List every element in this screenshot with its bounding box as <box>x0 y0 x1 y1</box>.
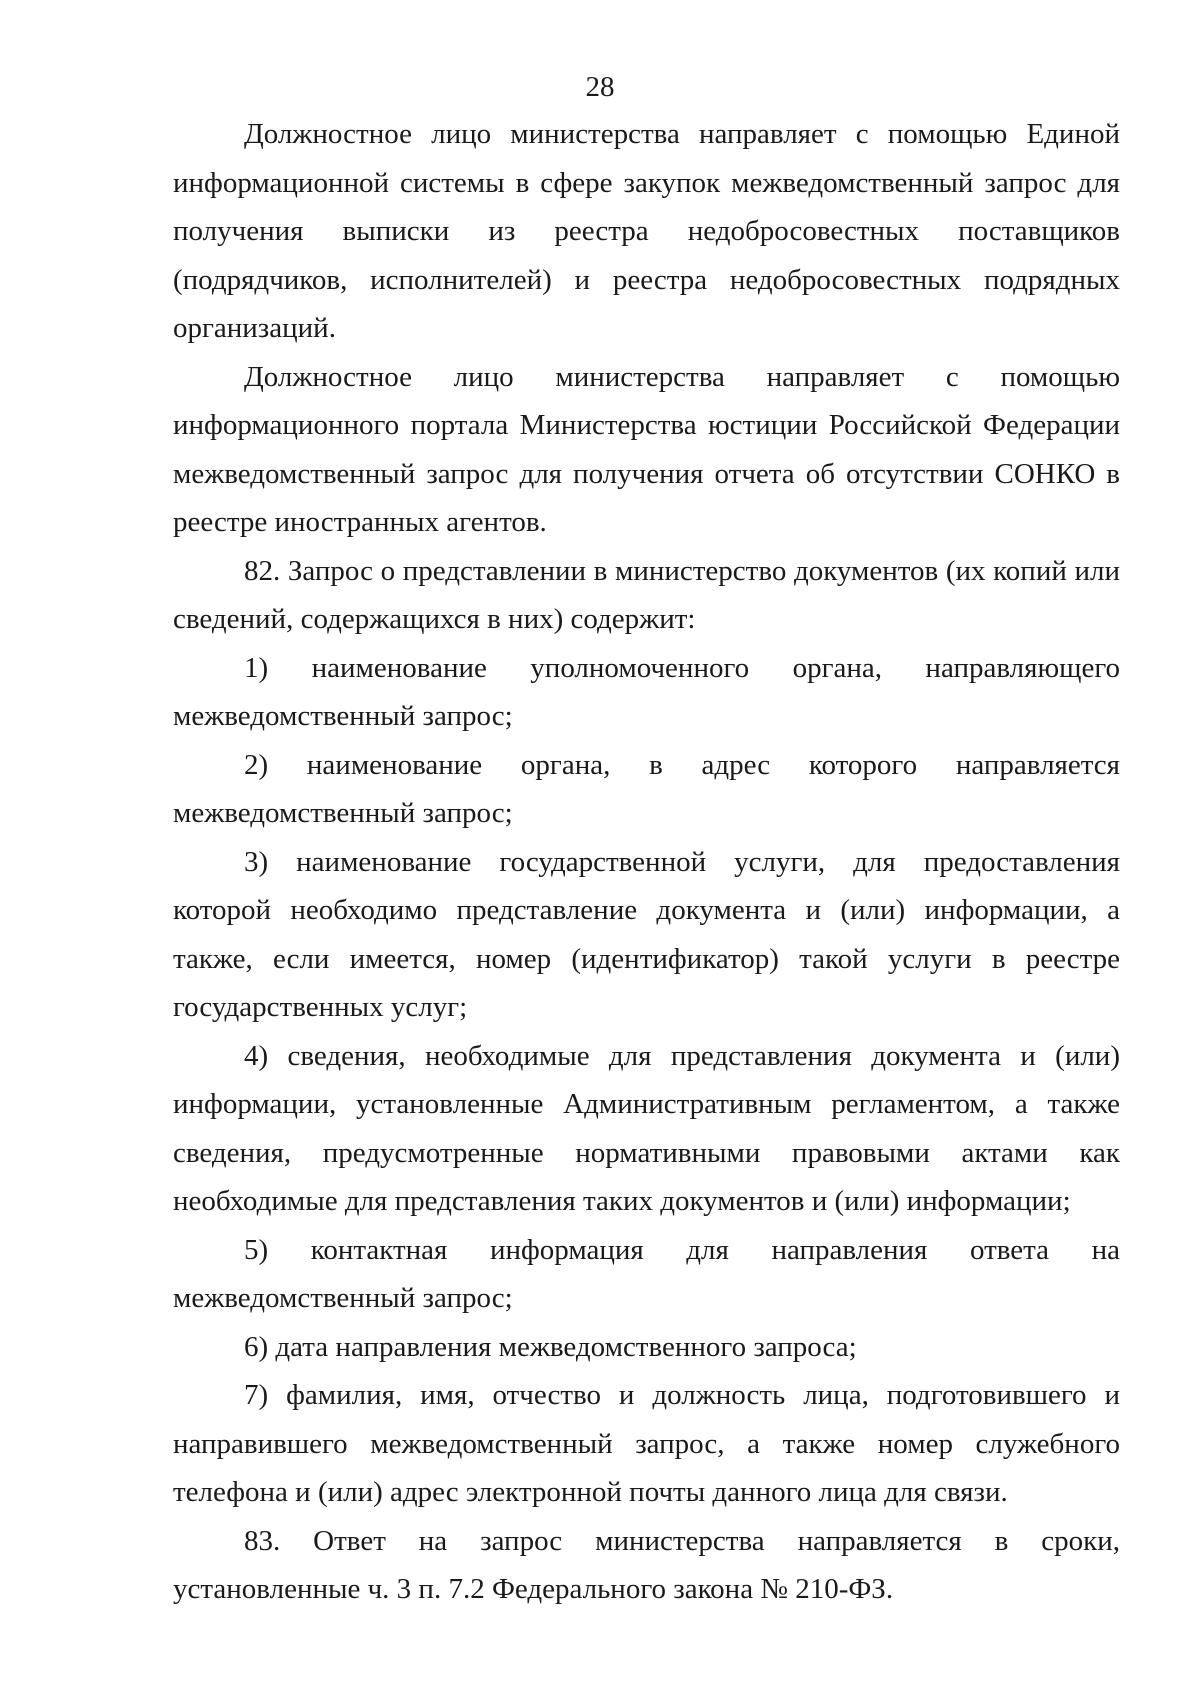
list-item-3: 3) наименование государственной услуги, для предоставления которой необходимо представление документа и (или) информации, а также, если имеется, номер (идентификатор) такой услуги в реестре государственных услуг; <box>173 845 1120 1023</box>
page-number: 28 <box>585 71 615 103</box>
paragraph-minjust-request: Должностное лицо министерства направляет с помощью информационного портала Министерства юстиции Российской Федерации межведомственный запрос для получения отчета об отсутствии СОНКО в реестре иностранных агентов. <box>173 360 1120 538</box>
list-item-5: 5) контактная информация для направления ответа на межведомственный запрос; <box>173 1233 1120 1314</box>
list-item-6: 6) дата направления межведомственного запроса; <box>244 1330 857 1363</box>
list-item-2: 2) наименование органа, в адрес которого направляется межведомственный запрос; <box>173 748 1120 829</box>
paragraph-eis-request: Должностное лицо министерства направляет с помощью Единой информационной системы в сфере закупок межведомственный запрос для получения выписки из реестра недобросовестных поставщиков (подрядчиков, исполнителей) и реестра недобросовестных подрядных организаций. <box>173 118 1120 344</box>
paragraph-83: 83. Ответ на запрос министерства направляется в сроки, установленные ч. 3 п. 7.2 Федерального закона № 210-ФЗ. <box>173 1524 1120 1605</box>
list-item-4: 4) сведения, необходимые для представления документа и (или) информации, установленные Административным регламентом, а также сведения, предусмотренные нормативными правовыми актами как необходимые для представления таких документов и (или) информации; <box>173 1039 1120 1217</box>
list-item-7: 7) фамилия, имя, отчество и должность лица, подготовившего и направившего межведомственный запрос, а также номер служебного телефона и (или) адрес электронной почты данного лица для связи. <box>173 1379 1120 1508</box>
list-item-1: 1) наименование уполномоченного органа, направляющего межведомственный запрос; <box>173 651 1120 732</box>
paragraph-82: 82. Запрос о представлении в министерство документов (их копий или сведений, содержащихся в них) содержит: <box>173 554 1120 635</box>
document-body <box>173 110 1120 1614</box>
